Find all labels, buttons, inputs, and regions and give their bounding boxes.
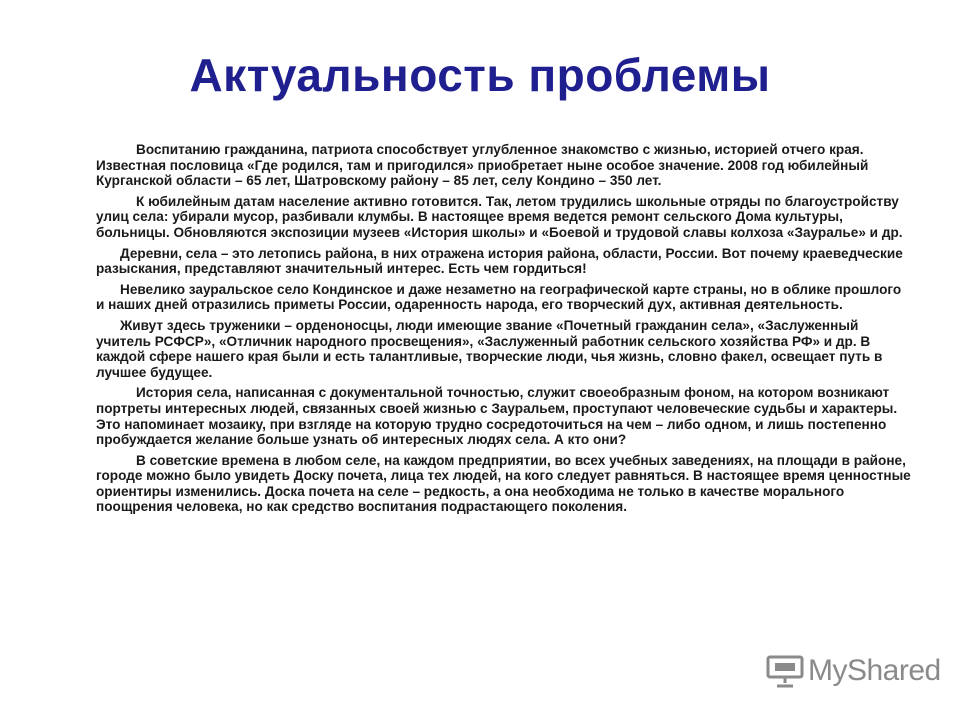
paragraph-6: История села, написанная с документальной точностью, служит своеобразным фоном, на котором возникают портреты интересных людей, связанных своей жизнью с Зауральем, проступают человеческие судьбы и характеры. Это напоминает мозаику, при взгляде на которую трудно сосредоточиться на чем – либо одном, и лишь постепенно пробуждается желание больше узнать об интересных людях села. А кто они? [96,385,898,448]
slide-body [96,142,912,520]
myshared-watermark [766,654,941,688]
watermark-text: MyShared [808,654,941,687]
paragraph-4: Невелико зауральское село Кондинское и даже незаметно на географической карте страны, но в облике прошлого и наших дней отразились приметы России, одаренность народа, его творческий дух, активная деятельность. [96,281,902,313]
paragraph-7: В советские времена в любом селе, на каждом предприятии, во всех учебных заведениях, на площади в районе, городе можно было увидеть Доску почета, лица тех людей, на кого следует равняться. В настоящее время ценностные ориентиры изменились. Доска почета на селе – редкость, а она необходима не только в качестве морального поощрения человека, но как средство воспитания подрастающего поколения. [96,452,911,515]
slide-title: Актуальность проблемы [189,49,771,101]
presentation-board-icon [766,654,804,688]
paragraph-1: Воспитанию гражданина, патриота способствует углубленное знакомство с жизнью, историей отчего края. Известная пословица «Где родился, там и пригодился» приобретает ныне особое значение. 2008 год юбилейный Курганской области – 65 лет, Шатровскому району – 85 лет, селу Кондино – 350 лет. [96,142,869,189]
paragraph-3: Деревни, села – это летопись района, в них отражена история района, области, России. Вот почему краеведческие разыскания, представляют значительный интерес. Есть чем гордиться! [96,245,903,277]
paragraph-5: Живут здесь труженики – орденоносцы, люди имеющие звание «Почетный гражданин села», «Заслуженный учитель РСФСР», «Отличник народного просвещения», «Заслуженный работник сельского хозяйства РФ» и др. В каждой сфере нашего края были и есть талантливые, творческие люди, чья жизнь, словно факел, освещает путь в лучшее будущее. [96,317,883,380]
paragraph-2: К юбилейным датам население активно готовится. Так, летом трудились школьные отряды по благоустройству улиц села: убирали мусор, разбивали клумбы. В настоящее время ведется ремонт сельского Дома культуры, больницы. Обновляются экспозиции музеев «История школы» и «Боевой и трудовой славы колхоза «Зауралье» и др. [96,193,903,240]
